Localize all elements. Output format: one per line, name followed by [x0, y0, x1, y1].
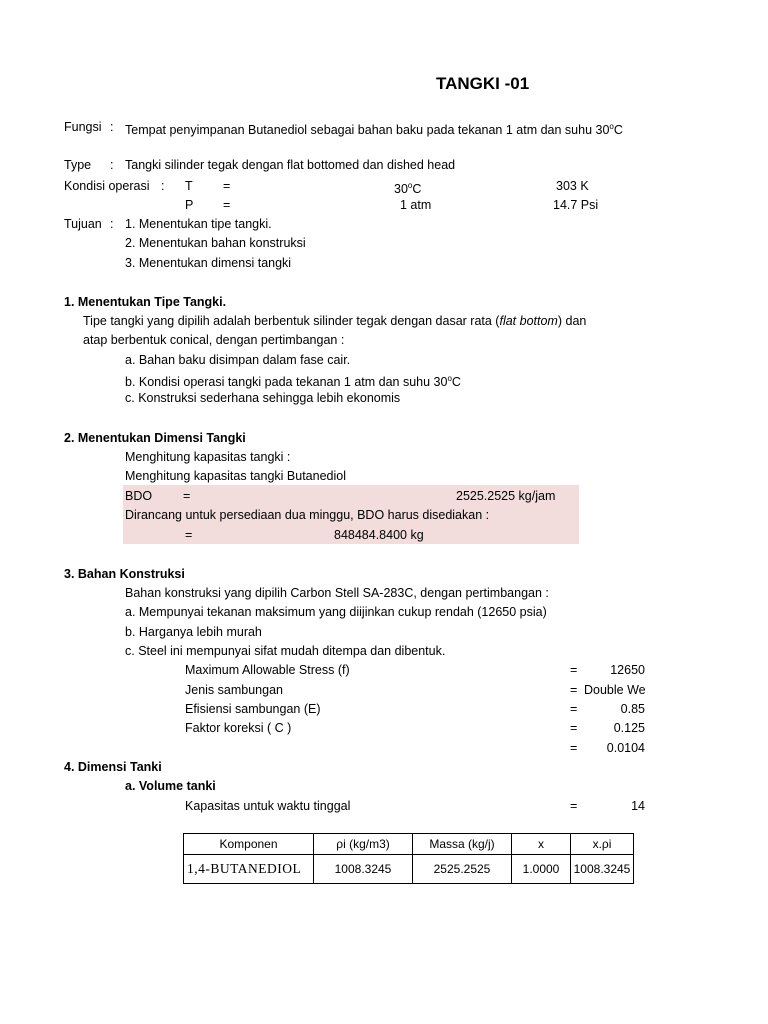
type-label: Type: [64, 158, 92, 172]
bdo-eq: =: [183, 489, 191, 503]
kondisi-label: Kondisi operasi: [64, 179, 150, 193]
table-header: x: [512, 834, 571, 855]
prop-value: 0.125: [613, 721, 645, 735]
page-title: TANGKI -01: [436, 74, 530, 93]
section-1-item: b. Kondisi operasi tangki pada tekanan 1 atm dan suhu 30$^o$C: [125, 374, 461, 390]
prop-value: Double We: [584, 683, 646, 697]
kapasitas-eq: =: [570, 799, 578, 813]
section-2-line: Menghitung kapasitas tangki :: [125, 450, 291, 464]
kapasitas-label: Kapasitas untuk waktu tinggal: [185, 799, 351, 813]
komponen-table: [183, 833, 634, 884]
section-2-line: Menghitung kapasitas tangki Butanediol: [125, 469, 346, 483]
type-text: Tangki silinder tegak dengan flat bottomed dan dished head: [125, 158, 456, 172]
section-1-heading: 1. Menentukan Tipe Tangki.: [64, 295, 227, 309]
table-row: [184, 855, 634, 884]
table-header: ρi (kg/m3): [314, 834, 413, 855]
section-1-item: a. Bahan baku disimpan dalam fase cair.: [125, 353, 351, 367]
section-4-sub: a. Volume tanki: [125, 779, 216, 793]
prop-eq: =: [570, 702, 578, 716]
design-line: Dirancang untuk persediaan dua minggu, BDO harus disediakan :: [125, 508, 490, 522]
section-3-item: c. Steel ini mempunyai sifat mudah ditempa dan dibentuk.: [125, 644, 446, 658]
fungsi-sep: :: [110, 120, 114, 134]
kondisi-p-eq: =: [223, 198, 231, 212]
prop-value: 12650: [610, 663, 645, 677]
section-3-line: Bahan konstruksi yang dipilih Carbon Stell SA-283C, dengan pertimbangan :: [125, 586, 549, 600]
kondisi-t-eq: =: [223, 179, 231, 193]
prop-eq: =: [570, 741, 578, 755]
kondisi-t-value-k: 303 K: [556, 179, 589, 193]
section-3-item: b. Harganya lebih murah: [125, 625, 262, 639]
tujuan-item: 3. Menentukan dimensi tangki: [125, 256, 292, 270]
section-4-heading: 4. Dimensi Tanki: [64, 760, 162, 774]
design-value: 848484.8400 kg: [334, 528, 424, 542]
table-header: Komponen: [184, 834, 314, 855]
tujuan-sep: :: [110, 217, 114, 231]
section-1-para-2: atap berbentuk conical, dengan pertimbangan :: [83, 333, 345, 347]
table-header: Massa (kg/j): [413, 834, 512, 855]
kondisi-t-symbol: T: [185, 179, 193, 193]
tujuan-item: 2. Menentukan bahan konstruksi: [125, 236, 306, 250]
prop-label: Efisiensi sambungan (E): [185, 702, 321, 716]
design-eq: =: [185, 528, 193, 542]
prop-label: Faktor koreksi ( C ): [185, 721, 292, 735]
prop-label: Jenis sambungan: [185, 683, 283, 697]
kondisi-p-symbol: P: [185, 198, 194, 212]
kondisi-sep: :: [161, 179, 165, 193]
prop-value: 0.0104: [606, 741, 645, 755]
kondisi-p-value: 1 atm: [400, 198, 432, 212]
table-header-row: [184, 834, 634, 855]
section-1-item: c. Konstruksi sederhana sehingga lebih ekonomis: [125, 391, 401, 405]
table-cell: 1,4-BUTANEDIOL: [184, 855, 314, 884]
section-2-heading: 2. Menentukan Dimensi Tangki: [64, 431, 246, 445]
fungsi-text: Tempat penyimpanan Butanediol sebagai bahan baku pada tekanan 1 atm dan suhu 30$^o$C: [125, 122, 623, 138]
table-header: x.ρi: [571, 834, 634, 855]
prop-value: 0.85: [620, 702, 645, 716]
prop-label: Maximum Allowable Stress (f): [185, 663, 350, 677]
section-3-item: a. Mempunyai tekanan maksimum yang diijinkan cukup rendah (12650 psia): [125, 605, 547, 619]
bdo-value: 2525.2525 kg/jam: [456, 489, 556, 503]
prop-eq: =: [570, 721, 578, 735]
prop-eq: =: [570, 683, 578, 697]
prop-eq: =: [570, 663, 578, 677]
section-1-para: Tipe tangki yang dipilih adalah berbentuk silinder tegak dengan dasar rata (flat bottom) dan: [83, 314, 587, 328]
kondisi-t-value: 30$^o$C: [394, 181, 422, 197]
table-cell: 2525.2525: [413, 855, 512, 884]
kapasitas-value: 14: [631, 799, 645, 813]
bdo-label: BDO: [125, 489, 153, 503]
table-cell: 1008.3245: [314, 855, 413, 884]
kondisi-p-value-psi: 14.7 Psi: [553, 198, 599, 212]
table-cell: 1008.3245: [571, 855, 634, 884]
fungsi-label: Fungsi: [64, 120, 102, 134]
tujuan-label: Tujuan: [64, 217, 102, 231]
tujuan-item: 1. Menentukan tipe tangki.: [125, 217, 272, 231]
section-3-heading: 3. Bahan Konstruksi: [64, 567, 185, 581]
table-cell: 1.0000: [512, 855, 571, 884]
type-sep: :: [110, 158, 114, 172]
